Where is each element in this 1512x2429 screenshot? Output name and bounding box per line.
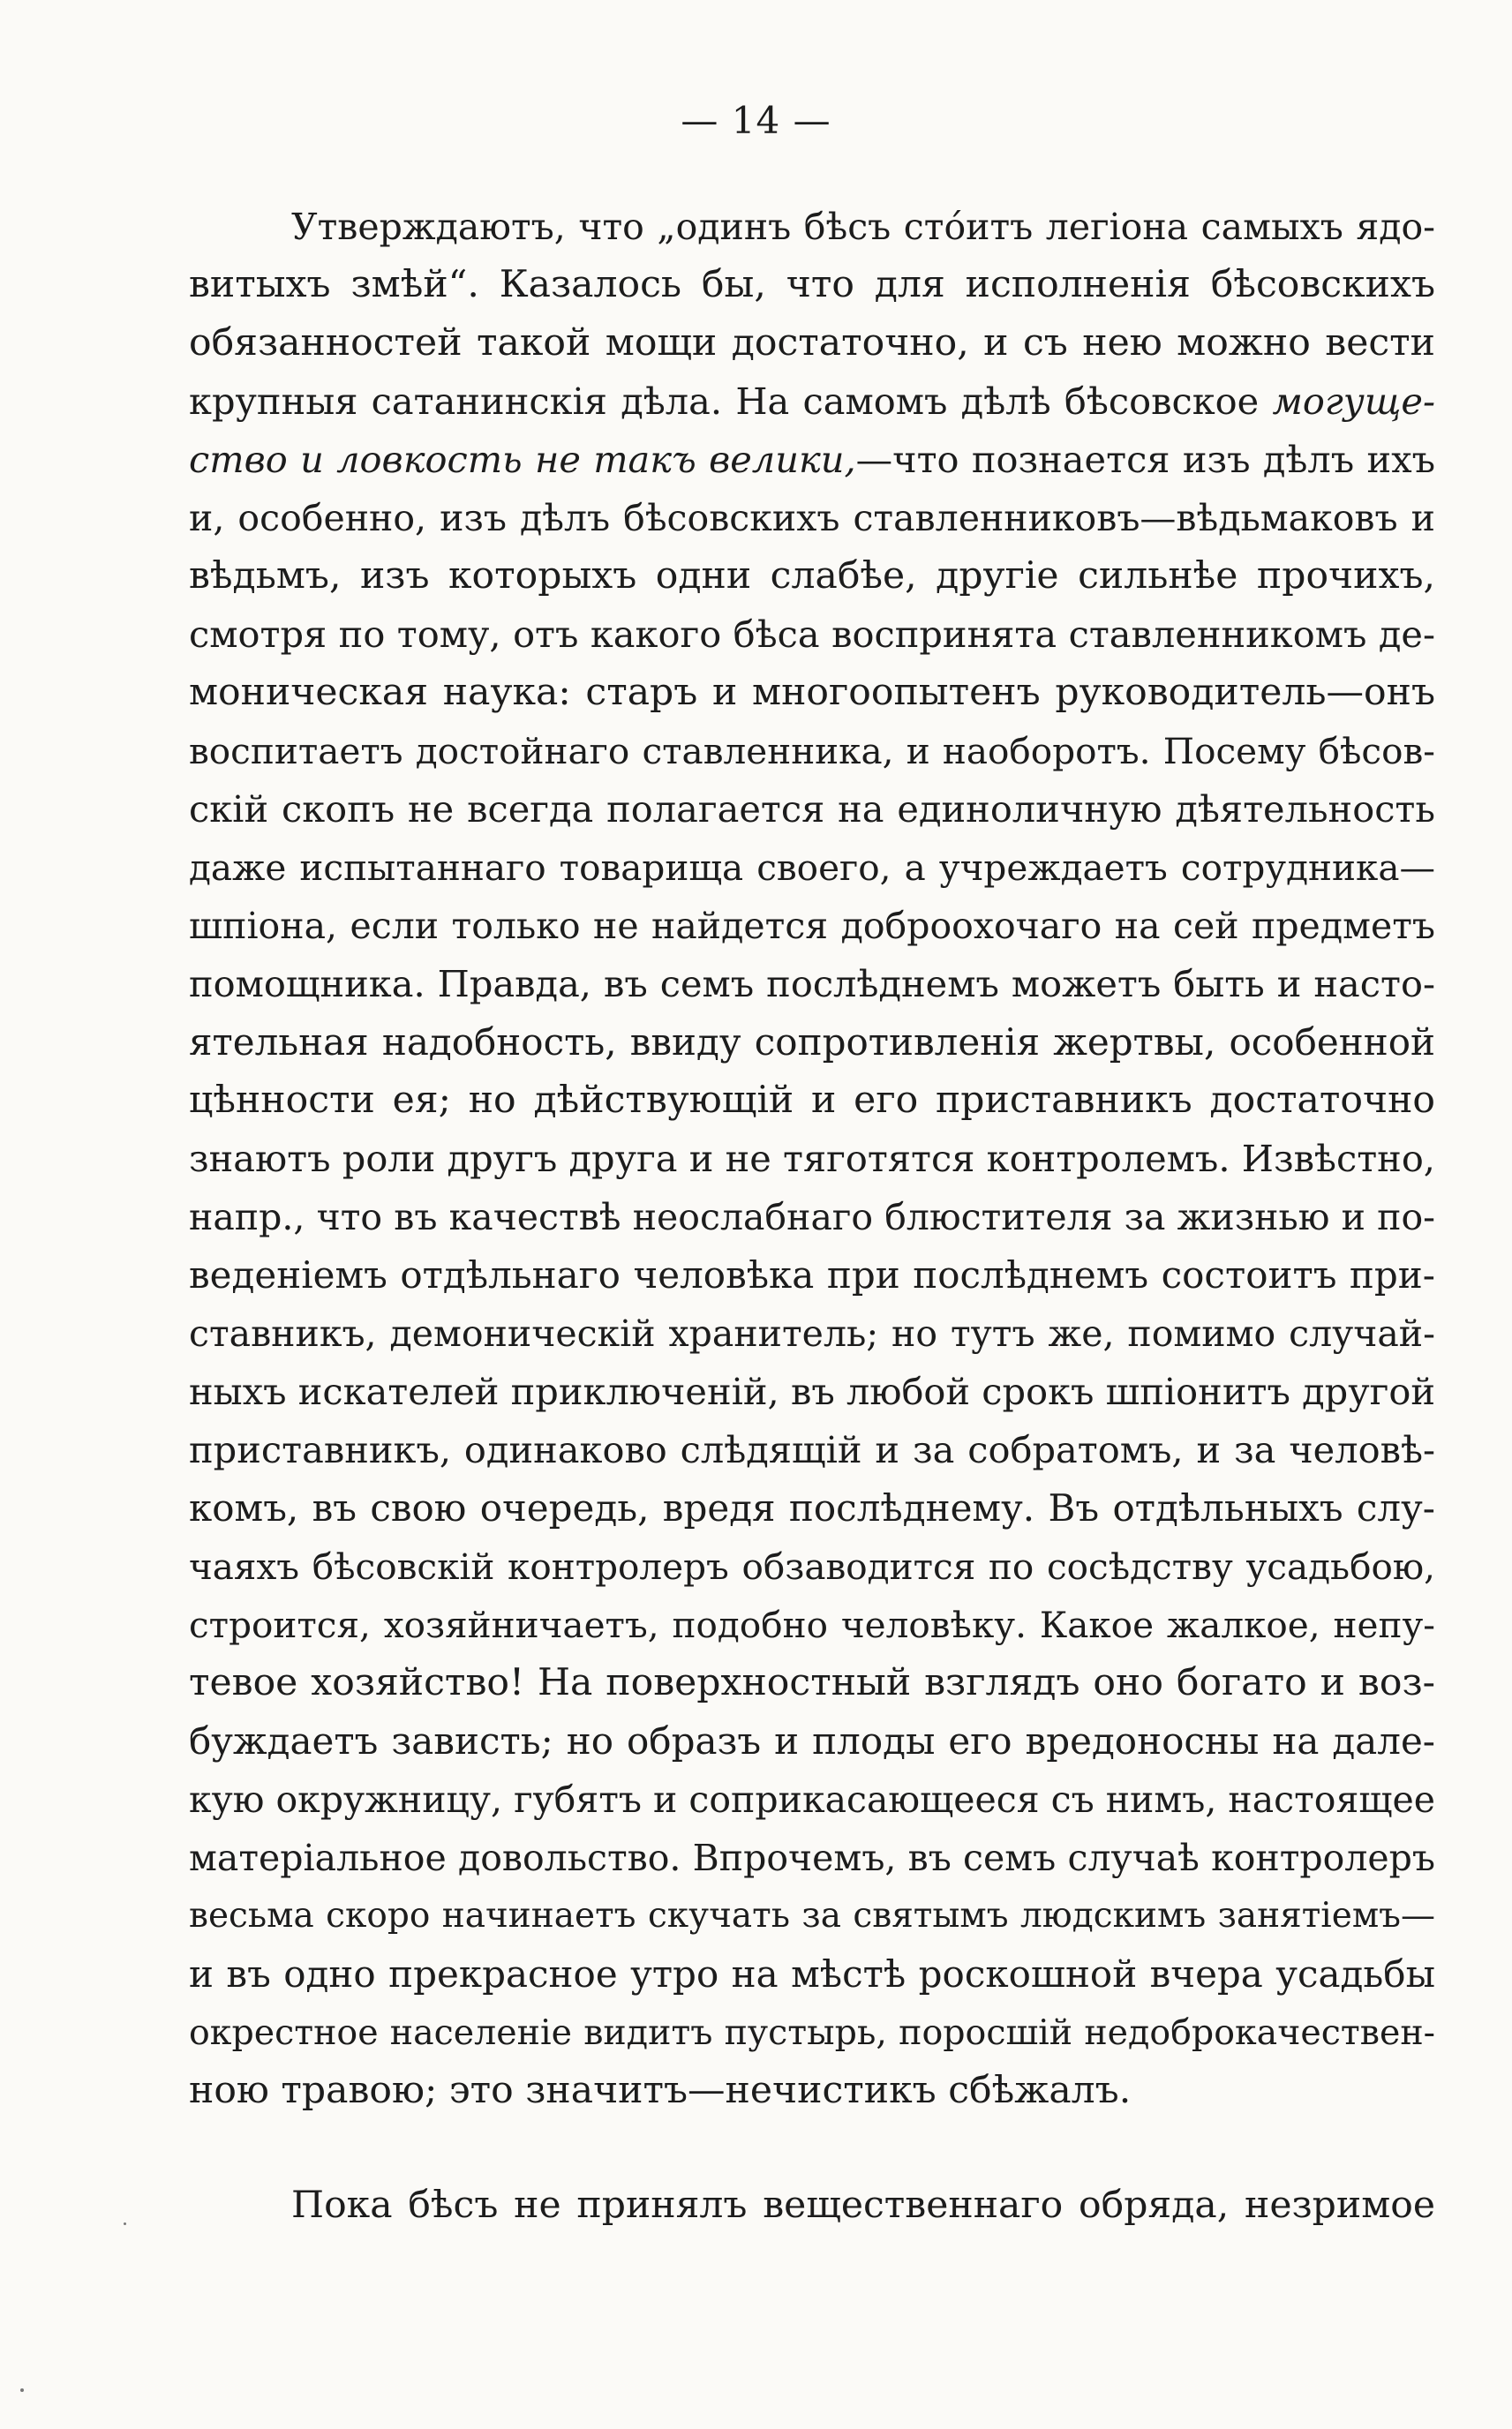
text-line: напр., что въ качествѣ неослабнаго блюстителя за жизнью и по- bbox=[189, 1196, 1435, 1238]
text-line: весьма скоро начинаетъ скучать за святымъ людскимъ занятіемъ— bbox=[189, 1896, 1435, 1936]
text-line: смотря по тому, отъ какого бѣса воспринята ставленникомъ де- bbox=[189, 613, 1435, 656]
text-line: цѣнности ея; но дѣйствующій и его приставникъ достаточно bbox=[189, 1079, 1435, 1122]
text-line: ною травою; это значитъ—нечистикъ сбѣжалъ. bbox=[189, 2069, 1132, 2112]
text-line: и въ одно прекрасное утро на мѣстѣ роскошной вчера усадьбы bbox=[189, 1952, 1435, 1996]
text-line: и, особенно, изъ дѣлъ бѣсовскихъ ставленниковъ—вѣдьмаковъ и bbox=[189, 497, 1435, 539]
text-line: Утверждаютъ, что „одинъ бѣсъ стóитъ легіона самыхъ ядо- bbox=[291, 206, 1435, 248]
italic-text: ство и ловкость не такъ велики, bbox=[189, 438, 856, 481]
text-line: даже испытаннаго товарища своего, а учреждаетъ сотрудника— bbox=[189, 846, 1435, 889]
text-line: обязанностей такой мощи достаточно, и съ нею можно вести bbox=[189, 321, 1435, 365]
text-line: окрестное населеніе видитъ пустырь, поросшій недоброкачествен- bbox=[189, 2012, 1435, 2053]
paper-speck bbox=[20, 2388, 24, 2392]
text-line: помощника. Правда, въ семъ послѣднемъ можетъ быть и насто- bbox=[189, 962, 1435, 1005]
text-line: чаяхъ бѣсовскій контролеръ обзаводится по сосѣдству усадьбою, bbox=[189, 1545, 1435, 1588]
page-number: — 14 — bbox=[681, 99, 831, 142]
text-line: ство и ловкость не такъ велики,—что познается изъ дѣлъ ихъ bbox=[189, 438, 1435, 481]
italic-text: могуще- bbox=[1272, 380, 1435, 423]
text-line: знаютъ роли другъ друга и не тяготятся контролемъ. Извѣстно, bbox=[189, 1137, 1435, 1180]
text-line: буждаетъ зависть; но образъ и плоды его вредоносны на дале- bbox=[189, 1719, 1435, 1763]
text-line: ставникъ, демоническій хранитель; но тутъ же, помимо случай- bbox=[189, 1312, 1435, 1355]
text-line: воспитаетъ достойнаго ставленника, и наоборотъ. Посему бѣсов- bbox=[189, 730, 1435, 772]
text-line: шпіона, если только не найдется доброохочаго на сей предметъ bbox=[189, 905, 1435, 947]
text-line: матеріальное довольство. Впрочемъ, въ семъ случаѣ контролеръ bbox=[189, 1837, 1435, 1879]
text-line: крупныя сатанинскія дѣла. На самомъ дѣлѣ бѣсовское могуще- bbox=[189, 380, 1435, 423]
text-line: Пока бѣсъ не принялъ вещественнаго обряда, незримое bbox=[291, 2184, 1435, 2227]
paper-speck bbox=[124, 2222, 126, 2225]
text-line: комъ, въ свою очередь, вредя послѣднему. Въ отдѣльныхъ слу- bbox=[189, 1486, 1435, 1530]
text-line: моническая наука: старъ и многоопытенъ руководитель—онъ bbox=[189, 671, 1435, 714]
text-line: ныхъ искателей приключеній, въ любой срокъ шпіонитъ другой bbox=[189, 1370, 1435, 1413]
text-line: приставникъ, одинаково слѣдящій и за собратомъ, и за человѣ- bbox=[189, 1428, 1435, 1471]
text-line: строится, хозяйничаетъ, подобно человѣку. Какое жалкое, непу- bbox=[189, 1604, 1435, 1646]
text-line: кую окружницу, губятъ и соприкасающееся съ нимъ, настоящее bbox=[189, 1779, 1435, 1821]
text-line: витыхъ змѣй“. Казалось бы, что для исполненія бѣсовскихъ bbox=[189, 263, 1435, 306]
text-line: скій скопъ не всегда полагается на единоличную дѣятельность bbox=[189, 787, 1435, 831]
text-line: тевое хозяйство! На поверхностный взглядъ оно богато и воз- bbox=[189, 1661, 1435, 1704]
text-line: вѣдьмъ, изъ которыхъ одни слабѣе, другіе сильнѣе прочихъ, bbox=[189, 554, 1435, 598]
text-line: ятельная надобность, ввиду сопротивленія жертвы, особенной bbox=[189, 1020, 1435, 1064]
text-line: веденіемъ отдѣльнаго человѣка при послѣднемъ состоитъ при- bbox=[189, 1253, 1435, 1297]
